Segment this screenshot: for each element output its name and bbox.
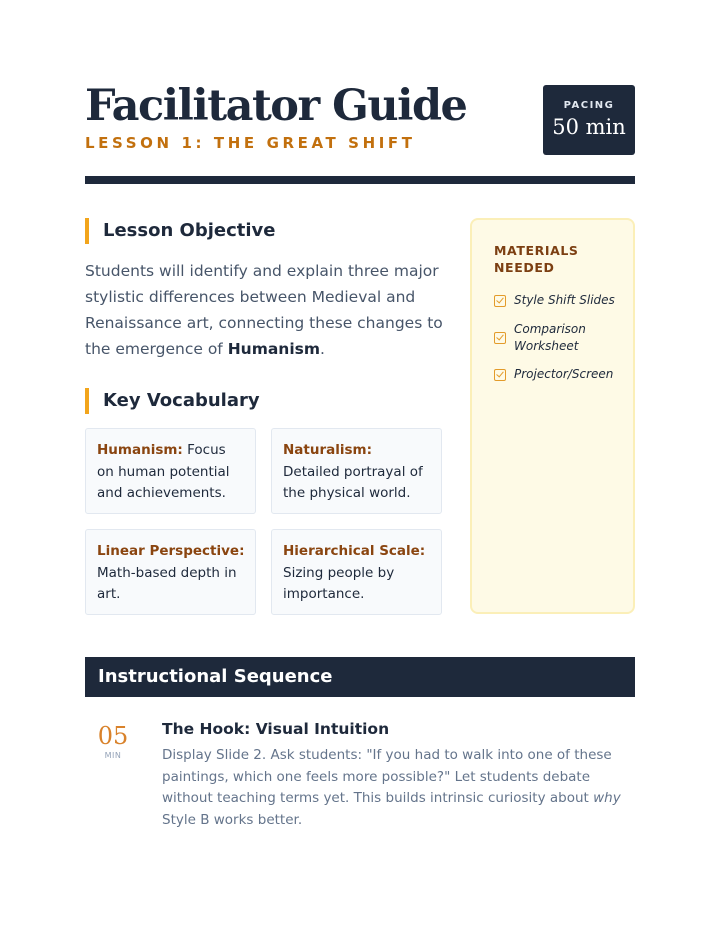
material-label: Style Shift Slides — [514, 293, 615, 307]
checkbox-icon — [494, 295, 506, 307]
vocab-term: Linear Perspective: — [97, 543, 245, 559]
material-label: Projector/Screen — [514, 367, 614, 381]
material-label: Comparison Worksheet — [514, 322, 586, 353]
pacing-badge — [543, 85, 635, 155]
vocab-term: Naturalism: — [283, 442, 372, 458]
material-item — [494, 366, 613, 383]
pacing-value: 50 min — [552, 115, 626, 139]
lesson-subtitle: LESSON 1: THE GREAT SHIFT — [85, 134, 416, 152]
step-text-end: Style B works better. — [162, 811, 303, 828]
vocab-card-naturalism — [271, 428, 442, 514]
checkbox-icon — [494, 369, 506, 381]
vocab-definition: Math-based depth in art. — [97, 564, 237, 602]
step-description — [162, 745, 635, 831]
vocab-definition: Detailed portrayal of the physical world. — [283, 463, 423, 501]
material-item — [494, 321, 584, 355]
vocab-definition: Sizing people by importance. — [283, 564, 395, 602]
vocab-card-linear-perspective — [85, 529, 256, 615]
objective-text-start: Students will identify and explain three major stylistic differences between Medieval and Renaissance art, connecting these changes to the emergence of — [85, 262, 443, 358]
sequence-heading: Instructional Sequence — [85, 657, 635, 697]
vocabulary-heading: Key Vocabulary — [85, 388, 260, 414]
vocab-definition: Focus on human potential and achievements. — [97, 442, 230, 501]
checkbox-icon — [494, 332, 506, 344]
materials-panel — [470, 218, 635, 614]
page-title: Facilitator Guide — [85, 81, 467, 131]
step-emphasis: why — [593, 790, 621, 806]
material-item — [494, 292, 615, 309]
step-text-start: Display Slide 2. Ask students: "If you had to walk into one of these paintings, which one feels more possible?" Let students debate without teaching terms yet. This builds intrinsic curiosity about — [162, 747, 612, 806]
materials-heading: MATERIALS NEEDED — [494, 243, 579, 275]
pacing-label: PACING — [563, 100, 615, 111]
objective-heading: Lesson Objective — [85, 218, 276, 244]
objective-text-end: . — [320, 340, 325, 358]
header-divider — [85, 176, 635, 184]
vocab-term: Hierarchical Scale: — [283, 543, 426, 559]
objective-emphasis: Humanism — [227, 340, 321, 358]
step-minutes: 05 — [97, 722, 129, 750]
vocab-card-humanism — [85, 428, 256, 514]
step-minutes-unit: MIN — [104, 751, 122, 760]
objective-text — [85, 258, 455, 362]
step-title: The Hook: Visual Intuition — [162, 720, 390, 738]
vocab-term: Humanism: — [97, 442, 183, 458]
vocab-card-hierarchical-scale — [271, 529, 442, 615]
